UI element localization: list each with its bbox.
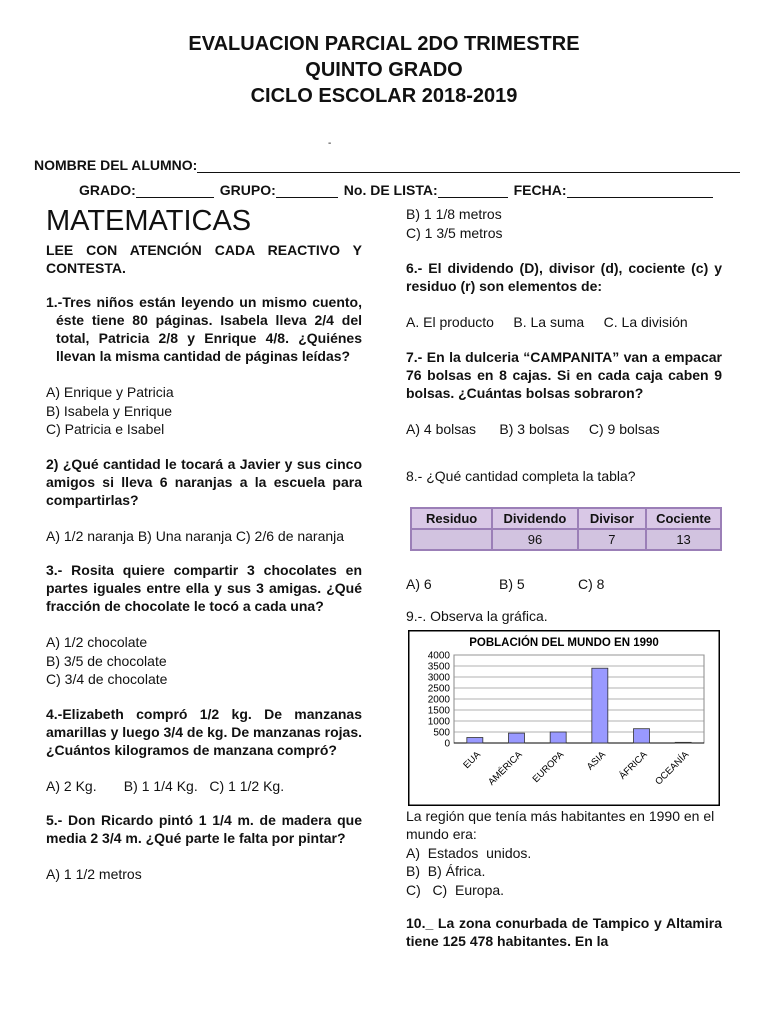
option-a[interactable]: A) 6 [406, 575, 432, 592]
student-name-label: NOMBRE DEL ALUMNO: [34, 157, 198, 173]
y-tick-label: 2000 [427, 694, 450, 705]
header-dot: - [328, 138, 332, 149]
bar-oceanía [675, 742, 691, 743]
table-cell: 13 [646, 529, 721, 550]
option-a[interactable]: A) 1/2 chocolate [46, 634, 148, 650]
option-b[interactable]: B) Isabela y Enrique [46, 402, 173, 419]
option-a[interactable]: A) Estados unidos. [406, 844, 532, 861]
subject-title: MATEMATICAS [46, 205, 252, 237]
table-header: Divisor [578, 508, 646, 529]
grupo-label: GRUPO: [219, 182, 276, 198]
question-3: 3.- Rosita quiere compartir 3 chocolates en partes iguales entre ella y sus 3 amigas. ¿Qué fracción de chocolate le tocó a cada una? [46, 562, 362, 614]
x-tick-label: ASIA [584, 748, 608, 772]
division-table [410, 507, 722, 551]
option-c[interactable]: C) 1 3/5 metros [406, 224, 503, 241]
bar-europa [550, 732, 566, 743]
option-a[interactable]: A) 1 1/2 metros [46, 866, 142, 882]
fecha-line[interactable] [567, 181, 713, 198]
option-b[interactable]: B) B) África. [406, 863, 486, 879]
table-cell: 7 [578, 529, 646, 550]
question-8: 8.- ¿Qué cantidad completa la tabla? [406, 468, 636, 484]
table-header: Dividendo [492, 508, 577, 529]
option-c[interactable]: C) 8 [578, 575, 605, 592]
table-cell[interactable] [411, 529, 492, 550]
x-tick-label: EUA [461, 748, 483, 771]
option-b[interactable]: B) 5 [499, 575, 525, 592]
header-grade: QUINTO GRADO [305, 59, 463, 81]
x-tick-label: ÁFRICA [617, 748, 650, 782]
student-name-field[interactable] [34, 156, 740, 173]
option-a[interactable]: A) Enrique y Patricia [46, 384, 174, 400]
header-cycle: CICLO ESCOLAR 2018-2019 [250, 85, 518, 107]
table-header: Cociente [646, 508, 721, 529]
question-5: 5.- Don Ricardo pintó 1 1/4 m. de madera que media 2 3/4 m. ¿Qué parte le falta por pintar? [46, 812, 362, 846]
question-3-options [46, 633, 362, 689]
option-c[interactable]: C) Patricia e Isabel [46, 421, 165, 437]
lista-line[interactable] [438, 181, 508, 198]
bar-eua [467, 737, 483, 743]
x-tick-label: AMÉRICA [486, 748, 525, 788]
question-9: 9.-. Observa la gráfica. [406, 608, 548, 624]
table-header: Residuo [411, 508, 492, 529]
chart-title: POBLACIÓN DEL MUNDO EN 1990 [469, 636, 659, 649]
fecha-label: FECHA: [513, 182, 567, 198]
bar-américa [509, 733, 525, 743]
instructions: LEE CON ATENCIÓN CADA REACTIVO Y CONTESTA. [46, 242, 362, 276]
option-b[interactable]: B) 3/5 de chocolate [46, 652, 167, 669]
bar-asia [592, 668, 608, 743]
question-7-options[interactable]: A) 4 bolsas B) 3 bolsas C) 9 bolsas [406, 420, 660, 437]
question-1-options [46, 383, 362, 439]
grupo-line[interactable] [276, 181, 338, 198]
option-c[interactable]: C) 3/4 de chocolate [46, 671, 168, 687]
y-tick-label: 3000 [427, 672, 450, 683]
question-8-options [406, 575, 722, 594]
population-chart [408, 630, 720, 806]
x-tick-label: EUROPA [530, 748, 567, 785]
table-row [411, 529, 721, 550]
question-1: 1.-Tres niños están leyendo un mismo cuento, éste tiene 80 páginas. Isabela lleva 2/4 del total, Patricia 2/8 y Enrique 4/8. ¿Quiénes llevan la misma cantidad de páginas leídas? [46, 294, 362, 364]
y-tick-label: 500 [433, 727, 450, 738]
y-tick-label: 0 [444, 738, 450, 749]
x-tick-label: OCEANÍA [653, 748, 692, 787]
question-2: 2) ¿Qué cantidad le tocará a Javier y sus cinco amigos si lleva 6 naranjas a la escuela para compartirlas? [46, 455, 362, 508]
question-4: 4.-Elizabeth compró 1/2 kg. De manzanas amarillas y luego 3/4 de kg. De manzanas rojas. ¿Cuántos kilogramos de manzana compró? [46, 705, 362, 758]
question-10: 10._ La zona conurbada de Tampico y Altamira tiene 125 478 habitantes. En la [406, 915, 722, 949]
y-tick-label: 3500 [427, 661, 450, 672]
bar-áfrica [634, 728, 650, 742]
lista-label: No. DE LISTA: [343, 182, 438, 198]
table-header-row [411, 508, 721, 529]
header-title: EVALUACION PARCIAL 2DO TRIMESTRE [188, 33, 580, 55]
question-7: 7.- En la dulceria “CAMPANITA” van a empacar 76 bolsas en 8 cajas. Si en cada caja caben 9 bolsas. ¿Cuántas bolsas sobraron? [406, 348, 722, 401]
question-4-options[interactable]: A) 2 Kg. B) 1 1/4 Kg. C) 1 1/2 Kg. [46, 777, 285, 794]
question-9-text: La región que tenía más habitantes en 1990 en el mundo era: [406, 807, 715, 842]
y-tick-label: 2500 [427, 683, 450, 694]
y-tick-label: 1500 [427, 705, 450, 716]
student-name-line[interactable] [197, 156, 740, 173]
y-tick-label: 4000 [427, 650, 450, 661]
y-tick-label: 1000 [427, 716, 450, 727]
table-cell: 96 [492, 529, 577, 550]
left-column [46, 204, 362, 884]
grado-line[interactable] [136, 181, 214, 198]
question-6: 6.- El dividendo (D), divisor (d), cociente (c) y residuo (r) son elementos de: [406, 260, 722, 294]
student-info-fields [79, 181, 713, 198]
grado-label: GRADO: [79, 182, 136, 198]
option-c[interactable]: C) C) Europa. [406, 881, 505, 898]
option-b[interactable]: B) 1 1/8 metros [406, 206, 502, 222]
question-2-options[interactable]: A) 1/2 naranja B) Una naranja C) 2/6 de naranja [46, 527, 345, 544]
question-6-options[interactable]: A. El producto B. La suma C. La división [406, 314, 688, 330]
right-column [406, 205, 722, 950]
